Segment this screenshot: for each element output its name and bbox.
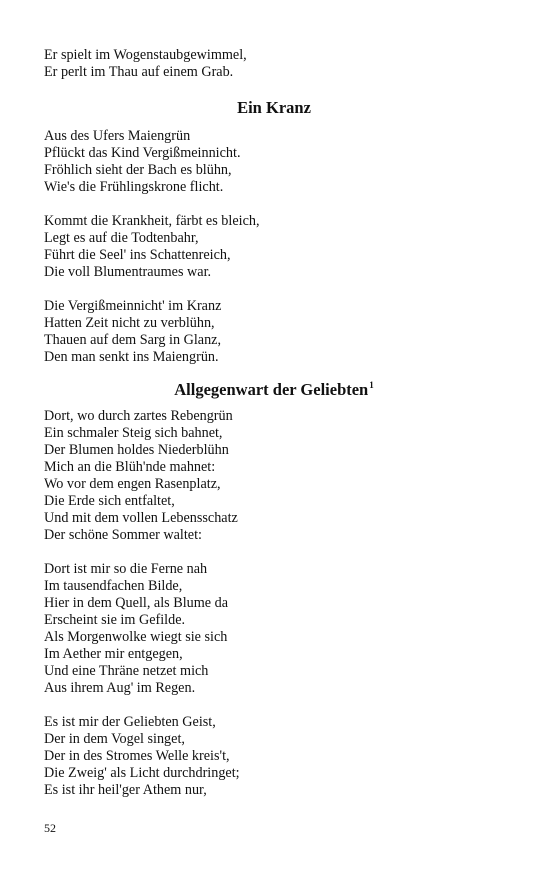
verse-line: Führt die Seel' ins Schattenreich, bbox=[44, 247, 231, 263]
footnote-marker[interactable]: 1 bbox=[369, 380, 374, 390]
verse-line: Er spielt im Wogenstaubgewimmel, bbox=[44, 47, 247, 63]
previous-poem-ending bbox=[44, 47, 504, 81]
verse-line: Der schöne Sommer waltet: bbox=[44, 527, 202, 543]
verse-line: Und mit dem vollen Lebensschatz bbox=[44, 510, 238, 526]
poem-allgegenwart-der-geliebten bbox=[44, 380, 504, 799]
verse-line: Es ist mir der Geliebten Geist, bbox=[44, 714, 216, 730]
verse-line: Der Blumen holdes Niederblühn bbox=[44, 442, 229, 458]
verse-line: Hier in dem Quell, als Blume da bbox=[44, 595, 229, 611]
page-content bbox=[44, 47, 504, 799]
verse-line: Es ist ihr heil'ger Athem nur, bbox=[44, 782, 207, 798]
verse-line: Der in dem Vogel singet, bbox=[44, 731, 185, 747]
verse-line: Die Vergißmeinnicht' im Kranz bbox=[44, 298, 222, 314]
stanza bbox=[44, 213, 504, 281]
verse-line: Kommt die Krankheit, färbt es bleich, bbox=[44, 213, 260, 229]
verse-line: Er perlt im Thau auf einem Grab. bbox=[44, 64, 234, 80]
stanza bbox=[44, 408, 504, 544]
verse-line: Legt es auf die Todtenbahr, bbox=[44, 230, 199, 246]
poem-title-heading bbox=[44, 380, 504, 400]
verse-line: Mich an die Blüh'nde mahnet: bbox=[44, 459, 216, 475]
verse-line: Dort ist mir so die Ferne nah bbox=[44, 561, 208, 577]
verse-line: Thauen auf dem Sarg in Glanz, bbox=[44, 332, 222, 348]
verse-line: Den man senkt ins Maiengrün. bbox=[44, 349, 219, 365]
poem-ein-kranz bbox=[44, 98, 504, 366]
verse-line: Die Erde sich entfaltet, bbox=[44, 493, 175, 509]
verse-line: Und eine Thräne netzet mich bbox=[44, 663, 209, 679]
verse-line: Die Zweig' als Licht durchdringet; bbox=[44, 765, 240, 781]
page-number: 52 bbox=[44, 821, 56, 835]
verse-line: Fröhlich sieht der Bach es blühn, bbox=[44, 162, 232, 178]
stanza bbox=[44, 561, 504, 697]
stanza bbox=[44, 298, 504, 366]
verse-line: Ein schmaler Steig sich bahnet, bbox=[44, 425, 223, 441]
verse-line: Der in des Stromes Welle kreis't, bbox=[44, 748, 230, 764]
verse-line: Dort, wo durch zartes Rebengrün bbox=[44, 408, 233, 424]
verse-line: Wie's die Frühlingskrone flicht. bbox=[44, 179, 224, 195]
poem-title: Allgegenwart der Geliebten bbox=[174, 380, 369, 399]
verse-line: Aus des Ufers Maiengrün bbox=[44, 128, 191, 144]
poem-title: Ein Kranz bbox=[237, 98, 311, 117]
stanza bbox=[44, 714, 504, 799]
verse-line: Im tausendfachen Bilde, bbox=[44, 578, 183, 594]
verse-line: Pflückt das Kind Vergißmeinnicht. bbox=[44, 145, 241, 161]
verse-line: Erscheint sie im Gefilde. bbox=[44, 612, 186, 628]
verse-line: Aus ihrem Aug' im Regen. bbox=[44, 680, 196, 696]
verse-line: Als Morgenwolke wiegt sie sich bbox=[44, 629, 228, 645]
verse-line: Im Aether mir entgegen, bbox=[44, 646, 183, 662]
verse-line: Wo vor dem engen Rasenplatz, bbox=[44, 476, 221, 492]
verse-line: Die voll Blumentraumes war. bbox=[44, 264, 212, 280]
verse-line: Hatten Zeit nicht zu verblühn, bbox=[44, 315, 215, 331]
stanza bbox=[44, 128, 504, 196]
